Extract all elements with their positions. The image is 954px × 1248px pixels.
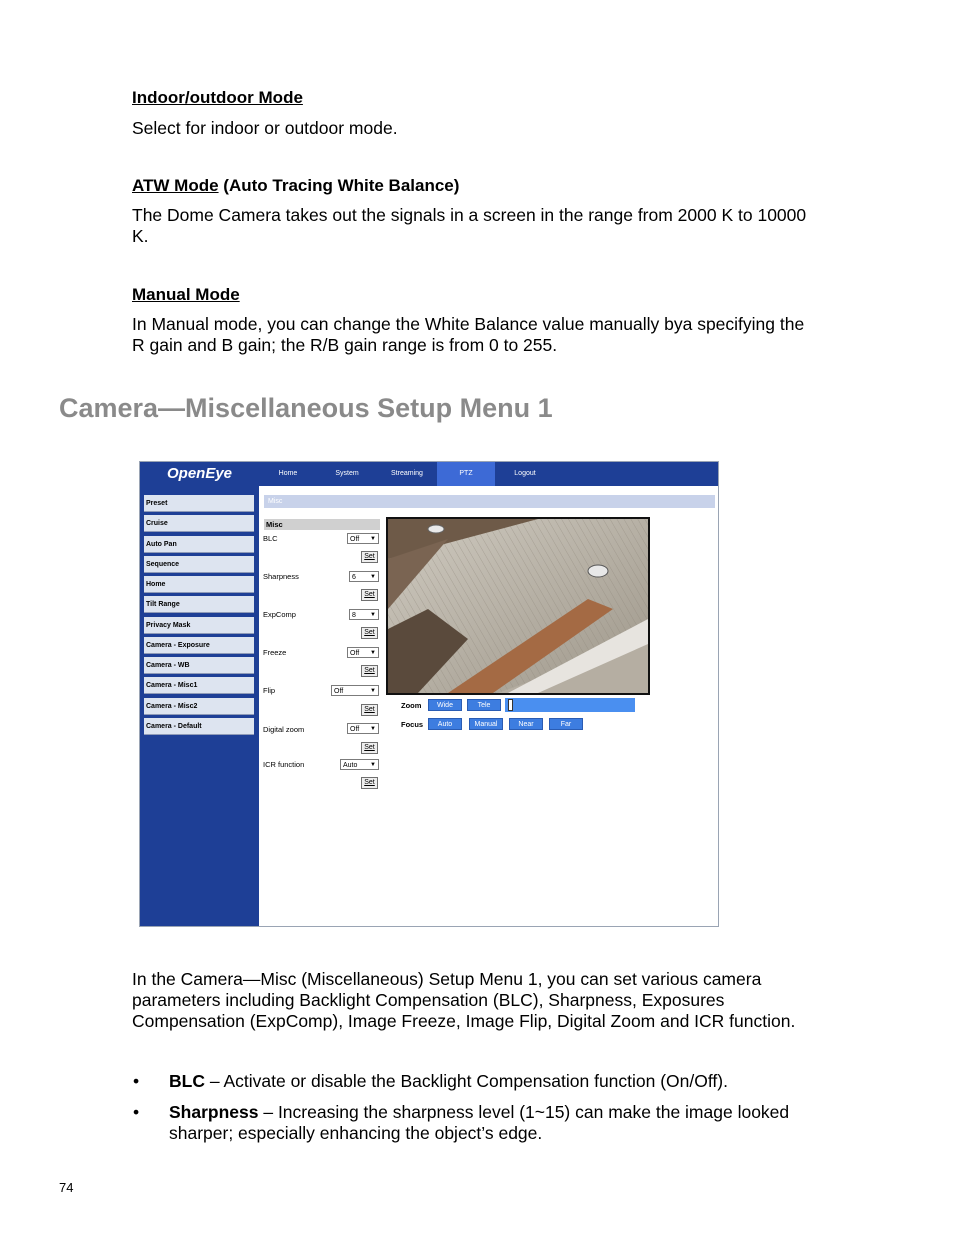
bullet-icon: • [133,1071,140,1091]
page-number: 74 [59,1180,74,1195]
icr-function-set-button[interactable]: Set [361,777,378,789]
bullet-blc [169,1071,728,1092]
sidebar-item-preset[interactable]: Preset [144,495,254,512]
indoor-outdoor-text: Select for indoor or outdoor mode. [132,118,398,138]
icr-function-select[interactable] [340,759,379,770]
manual-heading: Manual Mode [132,285,240,304]
flip-value: Off [334,688,344,695]
digital-zoom-set-button[interactable]: Set [361,742,378,754]
zoom-slider-handle[interactable] [508,699,513,711]
icr-function-label: ICR function [263,760,305,769]
blc-set-button[interactable]: Set [361,551,378,563]
bullet-sharpness-text: – Increasing the sharpness level (1~15) can make the image looked [258,1102,790,1122]
dropdown-arrow-icon: ▼ [370,574,376,580]
sidebar-item-camera-exposure[interactable]: Camera - Exposure [144,637,254,654]
sharpness-label: Sharpness [263,572,299,581]
dropdown-arrow-icon: ▼ [370,612,376,618]
focus-auto-button[interactable]: Auto [428,718,462,730]
indoor-outdoor-heading: Indoor/outdoor Mode [132,88,303,107]
atw-text-line2: K. [132,226,149,246]
bullet-blc-term: BLC [169,1071,205,1091]
description-line1: In the Camera—Misc (Miscellaneous) Setup Menu 1, you can set various camera [132,969,762,989]
bullet-sharpness [169,1102,789,1123]
zoom-tele-button[interactable]: Tele [467,699,501,711]
dropdown-arrow-icon: ▼ [370,726,376,732]
dropdown-arrow-icon: ▼ [370,650,376,656]
dropdown-arrow-icon: ▼ [370,536,376,542]
sidebar-item-home[interactable]: Home [144,576,254,593]
freeze-set-button[interactable]: Set [361,665,378,677]
bullet-icon: • [133,1102,140,1122]
nav-streaming[interactable]: Streaming [391,470,423,477]
bullet-sharpness-line2: sharper; especially enhancing the object’s edge. [169,1123,543,1143]
sidebar-item-camera-wb[interactable]: Camera - WB [144,657,254,674]
expcomp-set-button[interactable]: Set [361,627,378,639]
sidebar-item-privacy-mask[interactable]: Privacy Mask [144,617,254,634]
camera-image [388,519,648,693]
sidebar-item-tilt-range[interactable]: Tilt Range [144,596,254,613]
freeze-select[interactable] [347,647,379,658]
freeze-value: Off [350,650,360,657]
manual-text-line2: R gain and B gain; the R/B gain range is from 0 to 255. [132,335,558,355]
sidebar-item-camera-misc1[interactable]: Camera - Misc1 [144,677,254,694]
nav-logout[interactable]: Logout [514,470,536,477]
page-title: Camera—Miscellaneous Setup Menu 1 [59,393,553,423]
sidebar-item-camera-default[interactable]: Camera - Default [144,718,254,735]
nav-ptz[interactable]: PTZ [437,462,495,486]
flip-set-button[interactable]: Set [361,704,378,716]
atw-text-line1: The Dome Camera takes out the signals in a screen in the range from 2000 K to 10000 [132,205,807,225]
atw-heading-suffix: (Auto Tracing White Balance) [218,176,460,195]
sharpness-select[interactable] [349,571,379,582]
digital-zoom-select[interactable] [347,723,379,734]
focus-manual-button[interactable]: Manual [469,718,503,730]
blc-label: BLC [263,534,278,543]
sidebar-item-camera-misc2[interactable]: Camera - Misc2 [144,698,254,715]
freeze-label: Freeze [263,648,287,657]
zoom-wide-button[interactable]: Wide [428,699,462,711]
focus-near-button[interactable]: Near [509,718,543,730]
sharpness-value: 6 [352,574,356,581]
sidebar-item-cruise[interactable]: Cruise [144,515,254,532]
sidebar-item-sequence[interactable]: Sequence [144,556,254,573]
atw-heading [132,176,459,196]
manual-text-line1: In Manual mode, you can change the White Balance value manually bya specifying the [132,314,805,334]
description-line2: parameters including Backlight Compensation (BLC), Sharpness, Exposures [132,990,725,1010]
flip-select[interactable] [331,685,379,696]
atw-heading-term: ATW Mode [132,176,219,195]
expcomp-value: 8 [352,612,356,619]
expcomp-label: ExpComp [263,610,296,619]
digital-zoom-label: Digital zoom [263,725,305,734]
bullet-blc-text: – Activate or disable the Backlight Compensation function (On/Off). [204,1071,728,1091]
flip-label: Flip [263,686,276,695]
focus-far-button[interactable]: Far [549,718,583,730]
expcomp-select[interactable] [349,609,379,620]
top-nav [259,462,718,486]
icr-function-value: Auto [343,762,358,769]
nav-home[interactable]: Home [278,470,298,477]
openeye-logo: OpenEye [166,465,233,482]
zoom-slider[interactable] [505,698,635,712]
misc-setup-screenshot [139,461,719,927]
zoom-label: Zoom [401,701,422,710]
dropdown-arrow-icon: ▼ [370,688,376,694]
content-title-bar: Misc [264,495,715,508]
sidebar-item-auto-pan[interactable]: Auto Pan [144,536,254,553]
dropdown-arrow-icon: ▼ [370,762,376,768]
description-line3: Compensation (ExpComp), Image Freeze, Image Flip, Digital Zoom and ICR function. [132,1011,796,1031]
sharpness-set-button[interactable]: Set [361,589,378,601]
misc-header: Misc [264,519,380,530]
bullet-sharpness-term: Sharpness [169,1102,259,1122]
focus-label: Focus [401,720,424,729]
digital-zoom-value: Off [350,726,360,733]
blc-value: Off [350,536,360,543]
blc-select[interactable] [347,533,379,544]
camera-live-view [386,517,650,695]
nav-system[interactable]: System [335,470,359,477]
